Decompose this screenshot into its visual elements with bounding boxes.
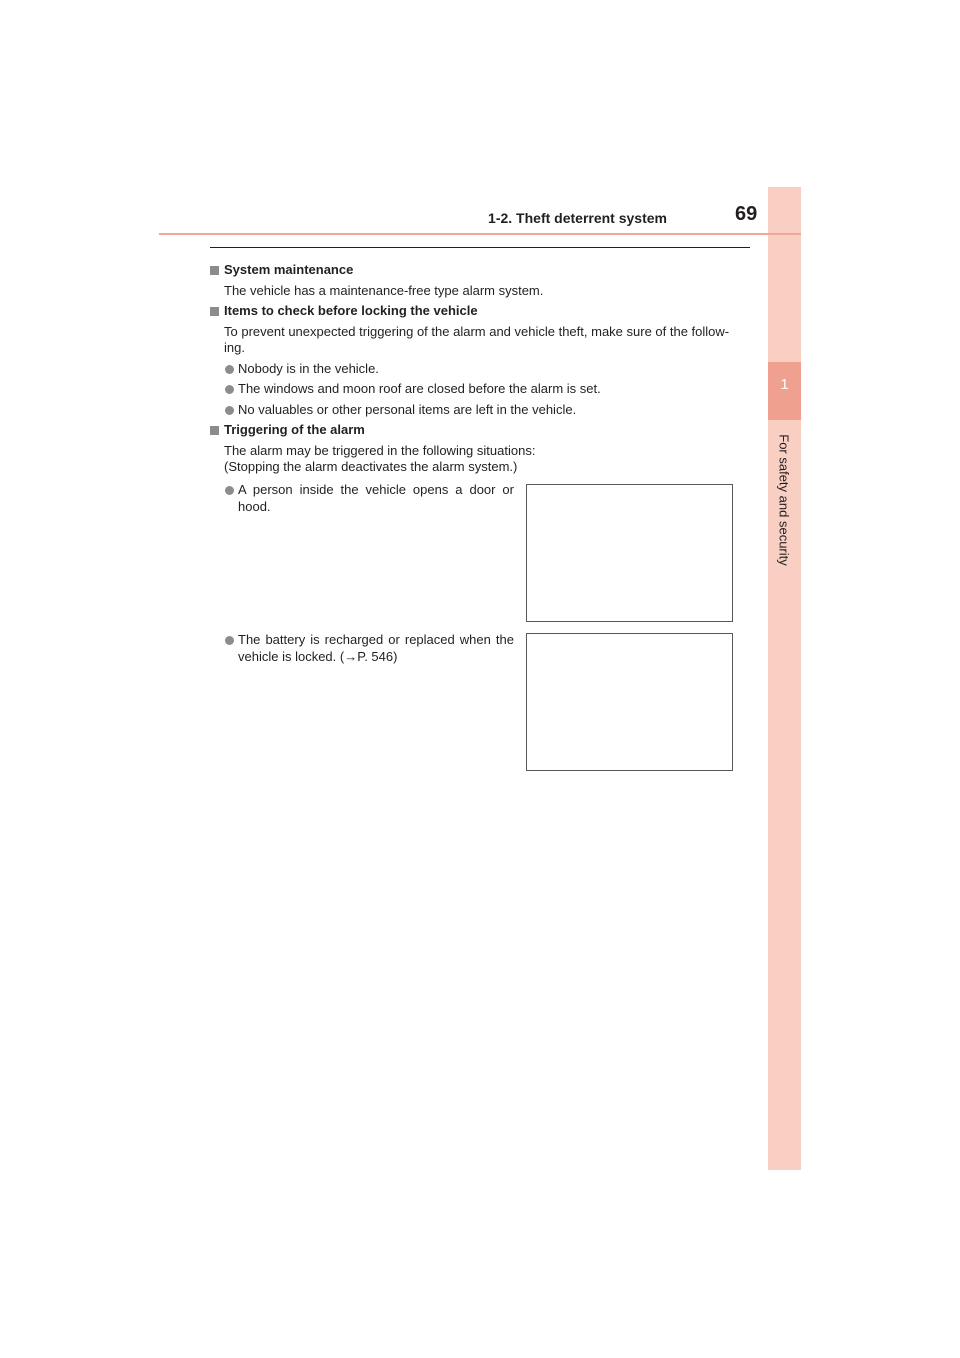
- illustration-door-open: [526, 484, 733, 622]
- page-reference-link[interactable]: The battery is recharged or replaced when the vehicle is locked. (→P. 546): [238, 632, 514, 664]
- circle-bullet-icon: [225, 365, 234, 374]
- heading-items-check: Items to check before locking the vehicle: [210, 303, 750, 320]
- circle-bullet-icon: [225, 385, 234, 394]
- illustration-battery: [526, 633, 733, 771]
- main-content: [210, 258, 750, 476]
- chapter-number: 1: [780, 376, 789, 393]
- heading-triggering: Triggering of the alarm: [210, 422, 750, 439]
- square-bullet-icon: [210, 266, 219, 275]
- page-number: 69: [735, 203, 758, 225]
- triggering-text: The alarm may be triggered in the following situations: (Stopping the alarm deactivates the alarm system.): [224, 442, 536, 474]
- square-bullet-icon: [210, 426, 219, 435]
- chapter-side-tab: [768, 187, 801, 1170]
- list-item: The windows and moon roof are closed before the alarm is set.: [210, 381, 750, 398]
- list-item: No valuables or other personal items are left in the vehicle.: [210, 402, 750, 419]
- header-rule: [159, 233, 801, 235]
- square-bullet-icon: [210, 307, 219, 316]
- section-title: 1-2. Theft deterrent system: [488, 210, 667, 226]
- circle-bullet-icon: [225, 636, 234, 645]
- section-rule: [210, 247, 750, 248]
- list-item: Nobody is in the vehicle.: [210, 361, 750, 378]
- items-check-text: To prevent unexpected triggering of the alarm and vehicle theft, make sure of the follow-ing.: [224, 323, 730, 355]
- maintenance-text: The vehicle has a maintenance-free type alarm system.: [224, 282, 544, 298]
- list-item: A person inside the vehicle opens a door or hood.: [210, 482, 514, 515]
- chapter-title: For safety and security: [776, 434, 792, 566]
- heading-system-maintenance: System maintenance: [210, 262, 750, 279]
- list-item: [210, 632, 514, 665]
- circle-bullet-icon: [225, 406, 234, 415]
- circle-bullet-icon: [225, 486, 234, 495]
